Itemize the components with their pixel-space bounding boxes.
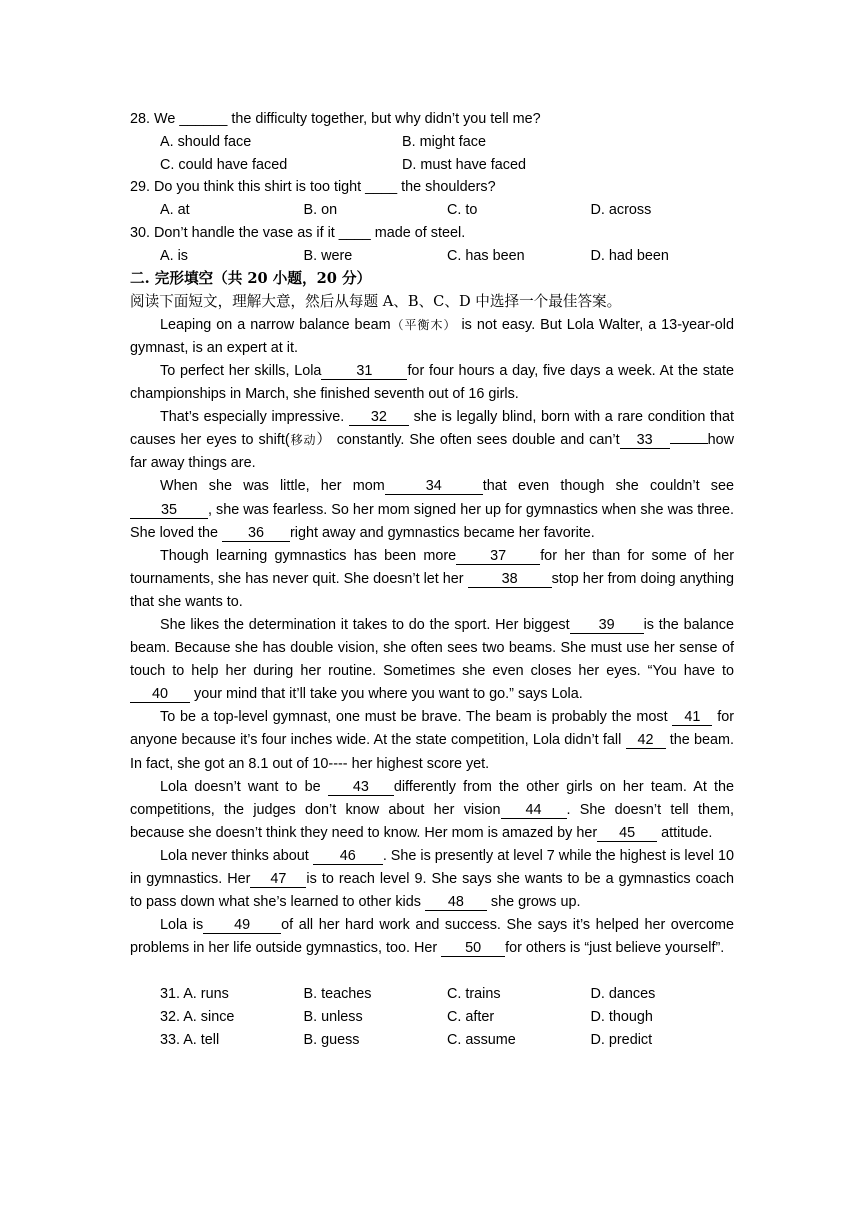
passage-paragraph	[130, 706, 734, 775]
option-d: D. had been	[590, 247, 669, 264]
spacer	[130, 960, 734, 983]
option-b: B. teaches	[303, 986, 372, 1003]
question-30-stem: 30. Don’t handle the vase as if it ____ made of steel.	[130, 224, 466, 241]
passage-text: for her than for some of her tournaments, she has never quit. She doesn’t let her	[130, 547, 735, 587]
passage-text: Lola is	[160, 917, 204, 934]
question-29-stem: 29. Do you think this shirt is too tight ____ the shoulders?	[130, 179, 496, 196]
blank-37: 37	[456, 548, 540, 565]
answer-options-33	[130, 1029, 734, 1052]
question-28-options-row-2	[130, 154, 734, 177]
passage-text: Lola never thinks about	[160, 847, 313, 864]
option-b: B. on	[303, 202, 338, 219]
passage-text: how far away things are.	[130, 432, 734, 472]
passage-text: for others is “just believe yourself”.	[505, 940, 725, 957]
passage-text: that even though she couldn’t see	[482, 478, 734, 495]
section-instruction: 阅读下面短文，理解大意，然后从每题 A、B、C、D 中选择一个最佳答案。	[130, 293, 622, 311]
option-d: D. predict	[590, 1031, 653, 1048]
passage-text: is to reach level 9. She says she wants to be a gymnastics coach to pass down what she’s learned to other kids	[130, 871, 735, 911]
passage-text: To perfect her skills, Lola	[160, 362, 322, 379]
option-a: 32. A. since	[160, 1009, 235, 1026]
blank-46: 46	[313, 848, 383, 865]
option-c: C. to	[447, 202, 478, 219]
passage-text: Leaping on a narrow balance beam	[160, 316, 391, 333]
passage-paragraph	[130, 406, 734, 475]
passage-text: That’s especially impressive.	[160, 409, 349, 426]
passage-text: Though learning gymnastics has been more	[160, 547, 457, 564]
question-29-options	[130, 199, 734, 222]
blank-48: 48	[425, 894, 487, 911]
option-c: C. assume	[447, 1031, 516, 1048]
blank-38: 38	[468, 571, 552, 588]
passage-paragraph	[130, 914, 734, 960]
blank-45: 45	[597, 825, 657, 842]
passage-text: for four hours a day, five days a week. At the state championships in March, she finished seventh out of 16 girls.	[130, 362, 734, 403]
passage-text: she grows up.	[486, 894, 581, 911]
passage-text: right away and gymnastics became her favorite.	[290, 524, 595, 541]
blank-31: 31	[321, 363, 407, 380]
option-c: C. has been	[447, 247, 525, 264]
passage-text: （平衡木）	[390, 317, 457, 332]
answer-options-31	[130, 983, 734, 1006]
option-a: 33. A. tell	[160, 1031, 220, 1048]
passage-paragraph	[130, 845, 734, 914]
passage-text: . She doesn’t tell them, because she doesn’t think they need to know. Her mom is amazed by her	[130, 801, 734, 841]
passage-text: , she was fearless. So her mom signed her up for gymnastics when she was three. She loved the	[130, 501, 734, 541]
blank-33: 33	[620, 432, 670, 449]
blank-47: 47	[250, 871, 306, 888]
blank-35: 35	[130, 502, 208, 519]
option-d: D. across	[590, 202, 652, 219]
passage-paragraph	[130, 545, 734, 614]
option-a: A. should face	[160, 133, 252, 150]
passage-paragraph	[130, 614, 734, 706]
blank-50: 50	[441, 940, 505, 957]
blank-32: 32	[349, 409, 409, 426]
option-c: C. trains	[447, 986, 501, 1003]
passage-text: She likes the determination it takes to do the sport. Her biggest	[160, 616, 570, 633]
passage-text: stop her from doing anything that she wants to.	[130, 570, 734, 610]
passage-text: . She is presently at level 7 while the highest is level 10 in gymnastics. Her	[130, 847, 734, 888]
passage-paragraph	[130, 360, 734, 406]
option-d: D. must have faced	[402, 156, 526, 173]
option-c: C. could have faced	[160, 156, 288, 173]
passage-paragraph	[130, 475, 734, 544]
option-c: C. after	[447, 1009, 495, 1026]
passage-text: she is legally blind, born with a rare condition that causes her eyes to shift(	[130, 409, 734, 449]
option-d: D. dances	[590, 986, 656, 1003]
question-28-stem: 28. We ______ the difficulty together, but why didn’t you tell me?	[130, 111, 541, 127]
answer-options-32	[130, 1006, 734, 1029]
passage-text: for anyone because it’s four inches wide. At the state competition, Lola didn’t fall	[130, 709, 734, 749]
option-a: 31. A. runs	[160, 986, 229, 1003]
passage-text: is the balance beam. Because she has double vision, she often sees two beams. She must use her sense of touch to help her during her routine. Sometimes she even closes her eyes. “You have to	[130, 616, 734, 680]
blank-43: 43	[328, 779, 394, 796]
question-30-options	[130, 245, 734, 268]
section-heading: 二. 完形填空（共 20 小题，20 分）	[130, 269, 372, 287]
blank-41: 41	[672, 709, 712, 726]
option-b: B. unless	[303, 1009, 363, 1026]
passage-text: To be a top-level gymnast, one must be brave. The beam is probably the most	[160, 709, 673, 726]
passage-text: Lola doesn’t want to be	[160, 778, 328, 795]
passage-text: differently from the other girls on her team. At the competitions, the judges don’t know about her vision	[130, 778, 734, 818]
passage-text: your mind that it’ll take you where you want to go.” says Lola.	[190, 686, 583, 703]
passage-text: 移动	[289, 433, 317, 448]
blank-34: 34	[385, 478, 483, 495]
passage-text: is not easy. But Lola Walter, a 13-year-old gymnast, is an expert at it.	[130, 316, 734, 356]
blank-49: 49	[203, 917, 281, 934]
passage-text: of all her hard work and success. She says it’s helped her overcome problems in her life outside gymnastics, too. Her	[130, 917, 734, 957]
blank-33-continuation	[670, 443, 708, 444]
passage-paragraph	[130, 314, 734, 360]
option-a: A. at	[160, 202, 190, 219]
passage-text: the beam. In fact, she got an 8.1 out of 10---- her highest score yet.	[130, 732, 735, 772]
blank-36: 36	[222, 525, 290, 542]
option-a: A. is	[160, 247, 188, 264]
exam-page	[130, 108, 734, 1052]
option-b: B. guess	[303, 1031, 360, 1048]
passage-text: attitude.	[657, 824, 713, 841]
blank-39: 39	[570, 617, 644, 634]
blank-42: 42	[626, 732, 666, 749]
passage-paragraph	[130, 776, 734, 845]
blank-44: 44	[501, 802, 567, 819]
option-d: D. though	[590, 1009, 653, 1026]
question-28-options-row-1	[130, 131, 734, 154]
option-b: B. might face	[402, 133, 486, 150]
option-b: B. were	[303, 247, 353, 264]
passage-text: ） constantly. She often sees double and can’t	[316, 432, 620, 449]
blank-40: 40	[130, 686, 190, 703]
passage-text: When she was little, her mom	[160, 478, 385, 495]
